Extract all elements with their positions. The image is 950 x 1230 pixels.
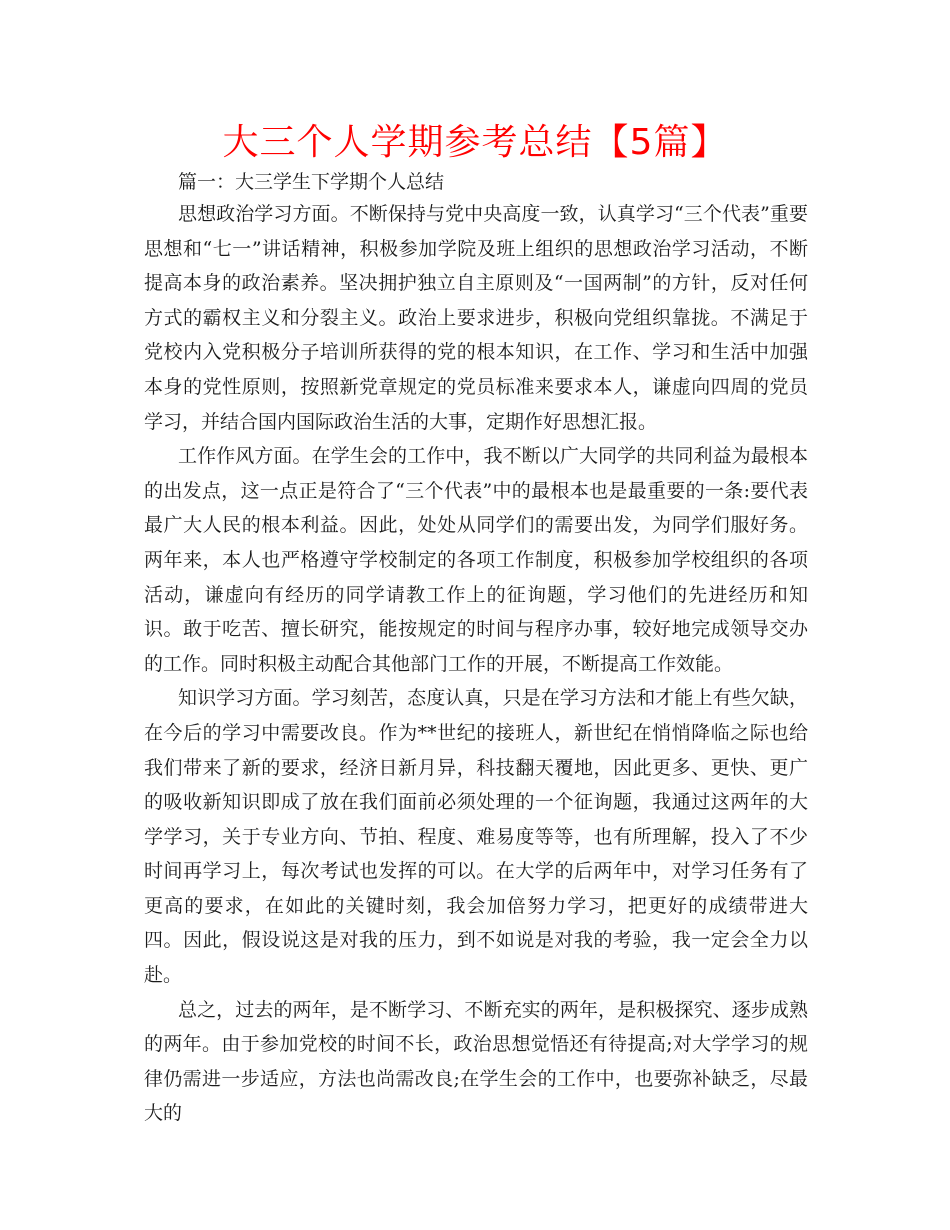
section-heading: 篇一：大三学生下学期个人总结 — [178, 171, 445, 193]
paragraph-political-study: 思想政治学习方面。不断保持与党中央高度一致，认真学习“三个代表”重要思想和“七一”讲话精神，积极参加学院及班上组织的思想政治学习活动，不断提高本身的政治素养。坚决拥护独立自主原则及“一国两制”的方针，反对任何方式的霸权主义和分裂主义。政治上要求进步，积极向党组织靠拢。不满足于党校内入党积极分子培训所获得的党的根本知识，在工作、学习和生活中加强本身的党性原则，按照新党章规定的党员标准来要求本人，谦虚向四周的党员学习，并结合国内国际政治生活的大事，定期作好思想汇报。 — [144, 203, 808, 433]
paragraph-summary: 总之，过去的两年，是不断学习、不断充实的两年，是积极探究、逐步成熟的两年。由于参加党校的时间不长，政治思想觉悟还有待提高;对大学学习的规律仍需进一步适应，方法也尚需改良;在学生会的工作中，也要弥补缺乏，尽最大的 — [144, 998, 808, 1125]
document-body — [144, 168, 808, 1131]
document-title: 大三个人学期参考总结【5篇】 — [222, 122, 728, 163]
paragraph-knowledge-study: 知识学习方面。学习刻苦，态度认真，只是在学习方法和才能上有些欠缺，在今后的学习中需要改良。作为**世纪的接班人，新世纪在悄悄降临之际也给我们带来了新的要求，经济日新月异，科技翻天覆地，因此更多、更快、更广的吸收新知识即成了放在我们面前必须处理的一个征询题，我通过这两年的大学学习，关于专业方向、节拍、程度、难易度等等，也有所理解，投入了不少时间再学习上，每次考试也发挥的可以。在大学的后两年中，对学习任务有了更高的要求，在如此的关键时刻，我会加倍努力学习，把更好的成绩带进大四。因此，假设说这是对我的压力，到不如说是对我的考验，我一定会全力以赴。 — [144, 687, 808, 987]
paragraph-work-style: 工作作风方面。在学生会的工作中，我不断以广大同学的共同利益为最根本的出发点，这一点正是符合了“三个代表”中的最根本也是最重要的一条:要代表最广大人民的根本利益。因此，处处从同学们的需要出发，为同学们服好务。两年来，本人也严格遵守学校制定的各项工作制度，积极参加学校组织的各项活动，谦虚向有经历的同学请教工作上的征询题，学习他们的先进经历和知识。敢于吃苦、擅长研究，能按规定的时间与程序办事，较好地完成领导交办的工作。同时积极主动配合其他部门工作的开展，不断提高工作效能。 — [144, 445, 808, 675]
